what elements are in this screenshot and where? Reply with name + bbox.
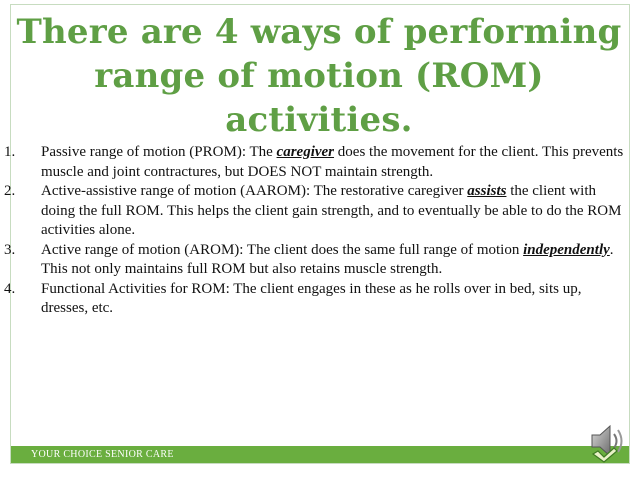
list-item-number: 3.	[4, 241, 16, 258]
list-item-text-after: the client with doing the full ROM. This helps the client gain strength, and to eventually be able to do the ROM activities alone.	[41, 183, 622, 238]
list-item-text-after: does the movement for the client. This prevents muscle and joint contractures, but DOES NOT maintain strength.	[41, 144, 624, 180]
list-item-text: Active-assistive range of motion (AAROM): The restorative caregiver	[41, 183, 468, 199]
list-item-number: 4.	[4, 280, 16, 297]
list-item-text: Passive range of motion (PROM): The	[41, 144, 277, 160]
list-item-text: Active range of motion (AROM): The client does the same full range of motion	[41, 241, 524, 258]
list-item-text: Functional Activities for ROM: The client engages in these as he rolls over in bed, sits up, dresses, etc.	[41, 280, 582, 316]
list-item	[4, 241, 629, 280]
list-item-emphasis: caregiver	[276, 144, 335, 160]
list-item-number: 1.	[4, 144, 16, 160]
list-item	[4, 143, 629, 182]
list-item-emphasis: independently	[523, 241, 610, 258]
slide-title: There are 4 ways of performing range of motion (ROM) activities.	[16, 12, 622, 140]
footer-bar	[11, 446, 629, 463]
list-item-number: 2.	[4, 183, 16, 199]
list-item	[4, 182, 629, 241]
list-item-text-after: . This not only maintains full ROM but also retains muscle strength.	[41, 241, 614, 277]
list-item	[4, 280, 629, 319]
footer-text: YOUR CHOICE SENIOR CARE	[31, 449, 174, 460]
checkmark-icon[interactable]	[592, 447, 618, 463]
rom-methods-list	[4, 143, 629, 319]
list-item-emphasis: assists	[467, 183, 507, 199]
